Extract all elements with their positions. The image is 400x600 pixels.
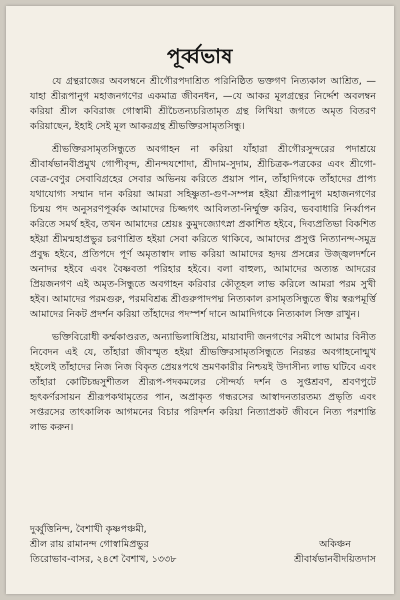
sign-off: অকিঞ্চন <box>319 539 351 550</box>
paragraph-1: যে গ্রন্থরাজের অবলম্বনে শ্রীগৌরপদাশ্রিত পরিনিষ্ঠিত ভক্তগণ নিত্যকাল আশ্রিত, —যাহা শ্রীরূপানুগ মহাজনগণের একমাত্র জীবনধন, —যে আকর মূলগ্রন্থের নির্দ্দেশ অবলম্বন করিয়া শ্রীল কবিরাজ গোস্বামী শ্রীচৈতন্যচরিতামৃত গ্রন্থ লিখিয়া জগতে অমৃত বিতরণ করিয়াছেন, ইহাই সেই মূল আকরগ্রন্থ শ্রীভক্তিরসামৃতসিন্ধু। <box>30 76 376 132</box>
signature-left <box>30 522 177 567</box>
signature-block <box>30 522 376 567</box>
date-line: তিরোভাব-বাসর, ২৪শে বৈশাখ, ১৩৩৮ <box>30 554 177 565</box>
page-title: পূর্ব্বভাষ <box>167 44 233 68</box>
author-line: শ্রীল রায় রামানন্দ গোস্বামিপ্রভুর <box>30 539 149 550</box>
document-body <box>30 74 376 441</box>
document-page <box>6 6 394 594</box>
signer-name: শ্রীবার্ষভানবীদয়িতদাস <box>294 554 376 565</box>
place-date: দুর্ব্বুত্তিনিন্দ, বৈশাখী কৃষ্ণপঞ্চমী, <box>30 524 147 535</box>
signature-right <box>294 522 376 567</box>
paragraph-2: শ্রীভক্তিরসামৃতসিন্ধুতে অবগাহন না করিয়া যাঁহারা শ্রীগৌরসুন্দরের পদাশ্রয়ে শ্রীবার্ষভানবীপ্রমুখ গোপীবৃন্দ, শ্রীনন্দযশোদা, শ্রীদাম-সুদাম, শ্রীচিত্রক-পত্রকের এবং শ্রীগো-বেত্র-বেণুর সেবাবিগ্রহের সেবার অভিনয় করিতে প্রয়াস পান, তাঁহাদিগকে তাঁহাদের প্রাপ্য যথাযোগ্য সম্মান দান করিয়া আমরা সহিষ্ণুতা-গুণ-সম্পন্ন হইয়া শ্রীরূপানুগ মহাজনগণের চিন্ময় পদ অনুসরণপূর্ব্বক আমাদের চিজ্জগৎ আবিলতা-নির্ম্মুক্ত করিব, ভববাধারি নির্ব্বাপন করিতে সমর্থ হইব, তখন আমাদের শ্রেয়ঃ কুমুদজ্যোৎস্না প্রকাশিত হইবে, দিব্যপ্রতিভা বিকশিত হইয়া শ্রীমন্মহাপ্রভুর চরণাশ্রিত হইয়া সেবা করিতে থাকিবে, আমাদের প্রসুপ্ত নিত্যানন্দ-সমুদ্র প্রবুদ্ধ হইবে, প্রতিপদে পূর্ণ অমৃতাস্বাদ লাভ করিয়া আমাদের হৃদয় প্রসন্নের উজ্জ্বলদর্শনে অনাদর হইবে এবং বৈষ্ণবতা পরিহার হইবে। বলা বাহুল্য, আমাদের অত্যন্ত আদরের প্রিয়জনগণ এই অমৃত-সিন্ধুতে অবগাহন করিবার কৌতূহল লাভ করিলে আমরা পরম সুখী হইব। আমাদের পরমগুরু, পরমবিশ্রব্ধ শ্রীগুরুপাদপদ্ম নিত্যকাল রসামৃতসিন্ধুতে স্বীয় স্বরূপমূর্ত্তি আমাদের নিকট প্রদর্শন করিয়া তাঁহাদের পদস্পর্শ দানে আমাদিগকে নিত্যকাল সিক্ত রাখুন। <box>30 144 376 320</box>
paragraph-3: ভক্তিবিরোধী কর্ম্মকাণ্ডরত, অন্যাভিলাষিপ্রিয়, মায়াবাদী জনগণের সমীপে আমার বিনীত নিবেদন এই যে, তাঁহারা জীবস্মৃত হইয়া শ্রীভক্তিরসামৃতসিন্ধুতে নিরন্তর অবগাহনোন্মুখ হইলেই তাঁহাদের নিজ নিজ বিকৃত প্রেয়ঃপথে ভ্রমণকারীর নিশ্চয়ই উদাসীন্য লাভ ঘটিবে এবং তাঁহারা কোটিচন্দ্রসুশীতল শ্রীরূপ-পদকমলের সৌন্দর্য্য দর্শন ও সুপ্তশ্রবণ, শ্রবণপুটে হৃৎকর্ণরসায়ন শ্রীরূপকথামৃতের পান, অপ্রাকৃত গন্ধরসের আস্বাদনতারতম্য প্রভৃতি এবং সপ্তরসের তাৎকালিক আগমনের বিচার পরিদর্শন করিয়া নিত্যাপ্রকট জীবনে নিত্য পরশান্তি লাভ করুন। <box>30 332 376 433</box>
